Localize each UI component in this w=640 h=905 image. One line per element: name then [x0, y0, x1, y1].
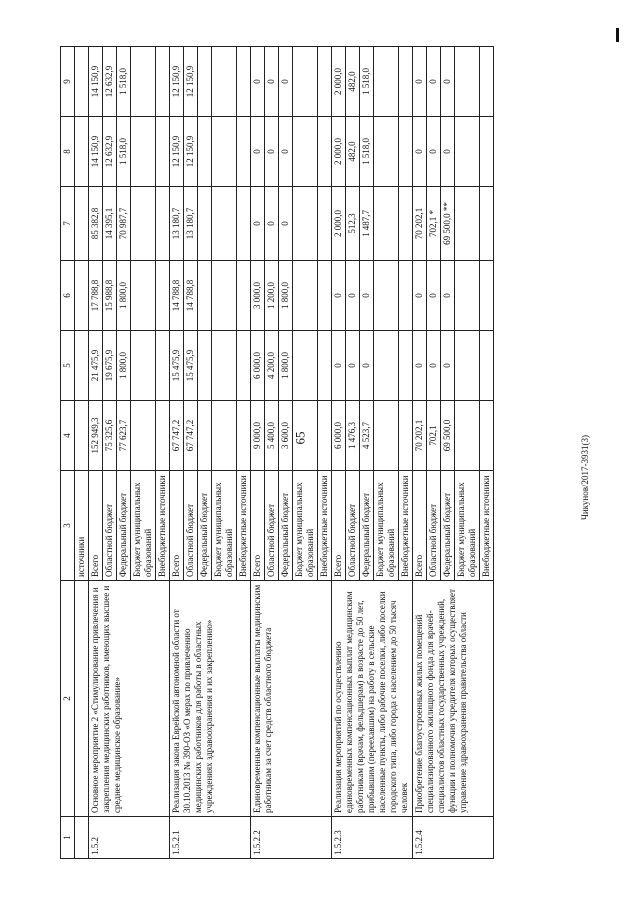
source-cell: Всего — [413, 471, 427, 581]
value-cell: 67 747,2 — [170, 401, 184, 471]
item-code-cell: 1.5.2 — [89, 817, 170, 859]
value-cell: 0 — [346, 331, 360, 401]
value-cell: 1 800,0 — [279, 261, 293, 331]
source-cell: Областной бюджет — [103, 471, 117, 581]
value-cell: 1 487,7 — [360, 187, 374, 261]
value-cell — [131, 261, 156, 331]
source-cell: источники — [75, 471, 89, 581]
source-cell: Областной бюджет — [346, 471, 360, 581]
value-cell: 0 — [413, 331, 427, 401]
source-cell: Областной бюджет — [265, 471, 279, 581]
value-cell — [399, 47, 413, 117]
value-cell: 0 — [427, 47, 441, 117]
header-row — [61, 47, 75, 859]
header-cell: 3 — [61, 471, 75, 581]
value-cell: 6 000,0 — [251, 331, 265, 401]
header-cell: 8 — [61, 117, 75, 187]
value-cell: 5 400,0 — [265, 401, 279, 471]
value-cell — [399, 331, 413, 401]
value-cell — [455, 401, 480, 471]
value-cell — [374, 401, 399, 471]
value-cell: 77 623,7 — [117, 401, 131, 471]
source-cell: Областной бюджет — [184, 471, 198, 581]
value-cell — [399, 401, 413, 471]
value-cell: 67 747,2 — [184, 401, 198, 471]
value-cell: 482,0 — [346, 117, 360, 187]
value-cell: 0 — [413, 117, 427, 187]
value-cell — [212, 331, 237, 401]
value-cell — [212, 187, 237, 261]
value-cell: 0 — [441, 117, 455, 187]
value-cell: 70 202,1 — [413, 187, 427, 261]
source-cell: Всего — [251, 471, 265, 581]
value-cell — [156, 331, 170, 401]
value-cell: 69 500,0 — [441, 401, 455, 471]
source-cell: Бюджет муниципальных образований — [455, 471, 480, 581]
value-cell — [399, 261, 413, 331]
value-cell — [318, 331, 332, 401]
value-cell: 152 949,3 — [89, 401, 103, 471]
value-cell — [131, 117, 156, 187]
source-cell: Федеральный бюджет — [117, 471, 131, 581]
header-cell: 1 — [61, 817, 75, 859]
value-cell — [198, 187, 212, 261]
value-cell: 1 518,0 — [360, 117, 374, 187]
table-row — [75, 47, 89, 859]
value-cell — [293, 117, 318, 187]
value-cell — [237, 331, 251, 401]
source-cell: Федеральный бюджет — [279, 471, 293, 581]
table-row — [89, 47, 103, 859]
value-cell: 12 150,9 — [170, 47, 184, 117]
item-code-cell: 1.5.2.4 — [413, 817, 494, 859]
value-cell — [212, 47, 237, 117]
source-cell: Внебюджетные источники — [399, 471, 413, 581]
value-cell — [374, 117, 399, 187]
value-cell: 12 150,9 — [170, 117, 184, 187]
value-cell — [480, 331, 494, 401]
value-cell: 1 518,0 — [117, 117, 131, 187]
value-cell: 75 325,6 — [103, 401, 117, 471]
value-cell: 482,0 — [346, 47, 360, 117]
value-cell: 0 — [265, 117, 279, 187]
value-cell — [293, 47, 318, 117]
header-cell: 9 — [61, 47, 75, 117]
value-cell — [198, 261, 212, 331]
value-cell — [399, 117, 413, 187]
value-cell — [156, 187, 170, 261]
value-cell — [237, 117, 251, 187]
header-cell: 5 — [61, 331, 75, 401]
value-cell: 0 — [360, 261, 374, 331]
value-cell — [293, 401, 318, 471]
table-row — [332, 47, 346, 859]
value-cell: 0 — [279, 187, 293, 261]
value-cell: 2 000,0 — [332, 187, 346, 261]
value-cell — [293, 331, 318, 401]
value-cell: 0 — [413, 47, 427, 117]
value-cell: 14 150,9 — [89, 47, 103, 117]
value-cell — [480, 117, 494, 187]
value-cell: 21 475,9 — [89, 331, 103, 401]
value-cell: 14 788,8 — [170, 261, 184, 331]
table-body — [75, 47, 494, 859]
source-cell: Федеральный бюджет — [441, 471, 455, 581]
source-cell: Федеральный бюджет — [360, 471, 374, 581]
value-cell — [212, 401, 237, 471]
source-cell: Всего — [89, 471, 103, 581]
value-cell: 85 382,8 — [89, 187, 103, 261]
value-cell: 13 180,7 — [184, 187, 198, 261]
value-cell — [374, 331, 399, 401]
value-cell: 702,1 — [427, 401, 441, 471]
value-cell — [156, 47, 170, 117]
budget-table — [60, 46, 494, 859]
value-cell: 1 200,0 — [265, 261, 279, 331]
item-code-cell: 1.5.2.3 — [332, 817, 413, 859]
value-cell — [131, 47, 156, 117]
value-cell — [237, 47, 251, 117]
source-cell: Бюджет муниципальных образований — [131, 471, 156, 581]
header-cell: 2 — [61, 581, 75, 817]
value-cell: 0 — [441, 331, 455, 401]
header-cell: 4 — [61, 401, 75, 471]
value-cell: 70 987,7 — [117, 187, 131, 261]
value-cell — [237, 187, 251, 261]
item-name-cell: Единовременные компенсационные выплаты медицинским работникам за счет средств областного бюджета — [251, 581, 332, 817]
footer-code: Чикунов/2017-3931(3) — [580, 435, 590, 520]
source-cell: Областной бюджет — [427, 471, 441, 581]
budget-table-wrap — [60, 47, 494, 859]
value-cell: 14 788,8 — [184, 261, 198, 331]
value-cell: 12 632,9 — [103, 117, 117, 187]
source-cell: Внебюджетные источники — [480, 471, 494, 581]
value-cell: 6 000,0 — [332, 401, 346, 471]
value-cell — [131, 187, 156, 261]
source-cell: Бюджет муниципальных образований — [293, 471, 318, 581]
value-cell: 1 800,0 — [117, 331, 131, 401]
value-cell: 0 — [251, 117, 265, 187]
item-name-cell: Приобретение благоустроенных жилых помещений специализированного жилищного фонда для врачей-специалистов областных государственных учреждений, функции и полномочия учредителя которых осуществляет управление здравоохранения правительства области — [413, 581, 494, 817]
value-cell: 0 — [413, 261, 427, 331]
value-cell: 0 — [441, 47, 455, 117]
item-name-cell: Реализация закона Еврейской автономной области от 30.10.2013 № 390-ОЗ «О мерах по привлечению медицинских работников для работы в областных учреждениях здравоохранения и их закреплению» — [170, 581, 251, 817]
page-number: 65 — [292, 431, 308, 445]
source-cell: Бюджет муниципальных образований — [212, 471, 237, 581]
value-cell: 0 — [441, 261, 455, 331]
value-cell: 15 475,9 — [170, 331, 184, 401]
value-cell: 0 — [251, 187, 265, 261]
value-cell: 0 — [427, 261, 441, 331]
value-cell: 0 — [265, 47, 279, 117]
table-row — [413, 47, 427, 859]
header-cell: 7 — [61, 187, 75, 261]
source-cell: Всего — [170, 471, 184, 581]
header-cell: 6 — [61, 261, 75, 331]
item-code-cell: 1.5.2.2 — [251, 817, 332, 859]
source-cell: Федеральный бюджет — [198, 471, 212, 581]
value-cell — [237, 401, 251, 471]
value-cell — [318, 261, 332, 331]
value-cell: 2 000,0 — [332, 47, 346, 117]
value-cell: 0 — [279, 47, 293, 117]
value-cell — [374, 47, 399, 117]
value-cell — [455, 47, 480, 117]
value-cell — [399, 187, 413, 261]
value-cell — [156, 117, 170, 187]
value-cell: 0 — [279, 117, 293, 187]
value-cell — [455, 117, 480, 187]
value-cell: 17 788,8 — [89, 261, 103, 331]
value-cell: 70 202,1 — [413, 401, 427, 471]
table-row — [251, 47, 265, 859]
value-cell: 1 518,0 — [117, 47, 131, 117]
value-cell — [374, 261, 399, 331]
value-cell — [455, 187, 480, 261]
source-cell: Внебюджетные источники — [237, 471, 251, 581]
item-code-cell: 1.5.2.1 — [170, 817, 251, 859]
value-cell: 1 518,0 — [360, 47, 374, 117]
value-cell — [156, 401, 170, 471]
value-cell: 1 800,0 — [279, 331, 293, 401]
value-cell: 12 150,9 — [184, 117, 198, 187]
value-cell: 1 476,3 — [346, 401, 360, 471]
value-cell: 15 988,8 — [103, 261, 117, 331]
value-cell — [374, 187, 399, 261]
value-cell — [480, 47, 494, 117]
value-cell: 12 150,9 — [184, 47, 198, 117]
value-cell — [318, 117, 332, 187]
value-cell — [237, 261, 251, 331]
value-cell: 512,3 — [346, 187, 360, 261]
value-cell — [480, 261, 494, 331]
value-cell: 0 — [360, 331, 374, 401]
value-cell: 0 — [346, 261, 360, 331]
value-cell — [198, 47, 212, 117]
value-cell — [212, 117, 237, 187]
value-cell: 2 000,0 — [332, 117, 346, 187]
value-cell: 3 600,0 — [279, 401, 293, 471]
value-cell — [480, 187, 494, 261]
value-cell: 13 180,7 — [170, 187, 184, 261]
value-cell: 702,1 * — [427, 187, 441, 261]
value-cell — [131, 331, 156, 401]
value-cell — [293, 261, 318, 331]
source-cell: Бюджет муниципальных образований — [374, 471, 399, 581]
value-cell: 0 — [332, 261, 346, 331]
table-row — [170, 47, 184, 859]
value-cell: 15 475,9 — [184, 331, 198, 401]
value-cell: 4 200,0 — [265, 331, 279, 401]
source-cell: Внебюджетные источники — [156, 471, 170, 581]
source-cell: Внебюджетные источники — [318, 471, 332, 581]
value-cell: 3 000,0 — [251, 261, 265, 331]
value-cell: 0 — [332, 331, 346, 401]
item-name-cell: Реализация мероприятий по осуществлению единовременных компенсационных выплат медицинским работникам (врачам, фельдшерам) в возрасте до 50 лет, прибывшим (переехавшим) на работу в сельские населенные пункты, либо рабочие поселки, либо поселки городского типа, либо города с населением до 50 тысяч человек — [332, 581, 413, 817]
value-cell — [318, 47, 332, 117]
value-cell: 14 395,1 — [103, 187, 117, 261]
value-cell: 19 675,9 — [103, 331, 117, 401]
value-cell — [198, 331, 212, 401]
value-cell: 9 000,0 — [251, 401, 265, 471]
value-cell: 12 632,9 — [103, 47, 117, 117]
value-cell: 14 150,9 — [89, 117, 103, 187]
value-cell: 1 800,0 — [117, 261, 131, 331]
value-cell: 4 523,7 — [360, 401, 374, 471]
value-cell: 0 — [251, 47, 265, 117]
value-cell — [131, 401, 156, 471]
value-cell — [455, 261, 480, 331]
value-cell — [480, 401, 494, 471]
source-cell: Всего — [332, 471, 346, 581]
value-cell — [212, 261, 237, 331]
item-name-cell: Основное мероприятие 2 «Стимулирование привлечения и закрепления медицинских работников, имеющих высшее и среднее медицинское образование» — [89, 581, 170, 817]
value-cell — [293, 187, 318, 261]
value-cell — [318, 187, 332, 261]
value-cell — [198, 117, 212, 187]
value-cell: 0 — [427, 331, 441, 401]
value-cell: 69 500,0 ** — [441, 187, 455, 261]
value-cell: 0 — [427, 117, 441, 187]
value-cell — [318, 401, 332, 471]
value-cell — [156, 261, 170, 331]
value-cell — [198, 401, 212, 471]
value-cell — [455, 331, 480, 401]
value-cell: 0 — [265, 187, 279, 261]
